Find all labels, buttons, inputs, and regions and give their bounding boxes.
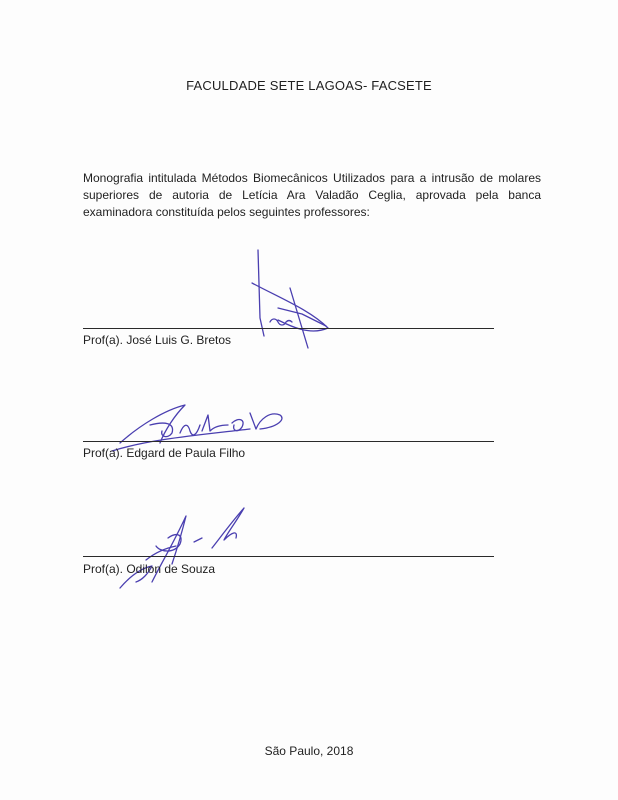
signature-line-odilon xyxy=(83,556,494,557)
examiner-label-bretos: Prof(a). José Luis G. Bretos xyxy=(83,333,232,347)
examiner-label-edgard: Prof(a). Edgard de Paula Filho xyxy=(83,446,246,460)
signature-bretos xyxy=(250,248,350,358)
signature-odilon xyxy=(112,502,262,592)
approval-paragraph: Monografia intitulada Métodos Biomecânicos Utilizados para a intrusão de molares superiores de autoria de Letícia Ara Valadão Ceglia, aprovada pela banca examinadora constituída pelos seguintes professores: xyxy=(83,171,541,219)
signature-line-bretos xyxy=(83,328,494,329)
place-date: São Paulo, 2018 xyxy=(264,744,354,758)
signature-line-edgard xyxy=(83,441,494,442)
institution-title: FACULDADE SETE LAGOAS- FACSETE xyxy=(186,78,432,93)
examiner-label-odilon: Prof(a). Odilon de Souza xyxy=(83,562,216,576)
